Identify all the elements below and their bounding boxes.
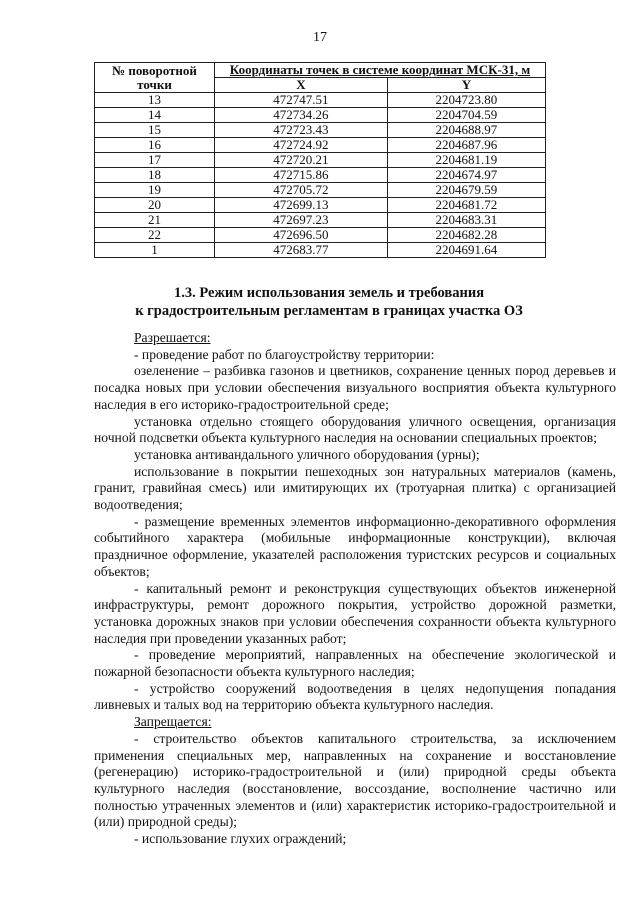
y-cell: 2204681.19 <box>387 153 545 168</box>
point-cell: 21 <box>95 213 215 228</box>
x-cell: 472699.13 <box>215 198 388 213</box>
y-cell: 2204687.96 <box>387 138 545 153</box>
point-cell: 17 <box>95 153 215 168</box>
x-cell: 472715.86 <box>215 168 388 183</box>
point-cell: 16 <box>95 138 215 153</box>
point-number-header: № поворотной точки <box>95 63 215 93</box>
x-cell: 472696.50 <box>215 228 388 243</box>
table-row <box>95 243 546 258</box>
y-cell: 2204723.80 <box>387 93 545 108</box>
y-cell: 2204704.59 <box>387 108 545 123</box>
allowed-list <box>94 347 616 714</box>
table-row <box>95 138 546 153</box>
paragraph: использование в покрытии пешеходных зон натуральных материалов (камень, гранит, гравийная смесь) или имитирующих их (тротуарная плитка) с организацией водоотведения; <box>94 463 616 513</box>
x-cell: 472747.51 <box>215 93 388 108</box>
paragraph: - капитальный ремонт и реконструкция существующих объектов инженерной инфраструктуры, ремонт дорожного покрытия, устройство дорожной разметки, установка дорожных знаков при условии обеспечения сохранности объекта культурного наследия при проведении указанных работ; <box>94 580 616 646</box>
table-row <box>95 213 546 228</box>
table-row <box>95 93 546 108</box>
point-cell: 15 <box>95 123 215 138</box>
table-row <box>95 228 546 243</box>
paragraph: - проведение работ по благоустройству территории: <box>134 346 435 362</box>
y-cell: 2204683.31 <box>387 213 545 228</box>
point-cell: 22 <box>95 228 215 243</box>
y-cell: 2204674.97 <box>387 168 545 183</box>
section-title-line1: 1.3. Режим использования земель и требования <box>173 285 485 301</box>
section-title-line2: к градостроительным регламентам в границах участка ОЗ <box>135 303 523 319</box>
paragraph: - размещение временных элементов информационно-декоративного оформления событийного характера (мобильные информационные конструкции), включая праздничное оформление, указателей расположения туристских ресурсов и социальных объектов; <box>94 513 616 579</box>
prohibited-heading: Запрещается: <box>134 714 212 730</box>
x-cell: 472724.92 <box>215 138 388 153</box>
regulations-text <box>94 330 616 848</box>
y-cell: 2204688.97 <box>387 123 545 138</box>
point-cell: 14 <box>95 108 215 123</box>
y-cell: 2204679.59 <box>387 183 545 198</box>
y-cell: 2204691.64 <box>387 243 545 258</box>
x-cell: 472734.26 <box>215 108 388 123</box>
point-cell: 1 <box>95 243 215 258</box>
allowed-heading: Разрешается: <box>134 330 211 345</box>
table-row <box>95 153 546 168</box>
y-header: Y <box>387 78 545 93</box>
x-cell: 472720.21 <box>215 153 388 168</box>
table-row <box>95 183 546 198</box>
x-cell: 472697.23 <box>215 213 388 228</box>
point-cell: 19 <box>95 183 215 198</box>
page-number: 17 <box>313 30 327 45</box>
table-row <box>95 123 546 138</box>
point-cell: 18 <box>95 168 215 183</box>
y-cell: 2204682.28 <box>387 228 545 243</box>
prohibited-list <box>94 731 616 848</box>
paragraph: - строительство объектов капитального строительства, за исключением применения специальных мер, направленных на сохранение и восстановление (регенерацию) историко-градостроительной и (или) природной среды объекта культурного наследия (восстановление, воссоздание, восполнение частично или полностью утраченных элементов и (или) характеристик историко-градостроительной и (или) природной среды); <box>94 730 616 830</box>
table-row <box>95 108 546 123</box>
paragraph: установка отдельно стоящего оборудования уличного освещения, организация ночной подсветки объекта культурного наследия на основании специальных проектов; <box>94 413 616 446</box>
paragraph: - проведение мероприятий, направленных на обеспечение экологической и пожарной безопасности объекта культурного наследия; <box>94 647 616 680</box>
coordinates-group-header: Координаты точек в системе координат МСК-31, м <box>215 63 546 78</box>
paragraph: - использование глухих ограждений; <box>134 831 347 847</box>
table-row <box>95 168 546 183</box>
paragraph: установка антивандального уличного оборудования (урны); <box>134 446 480 462</box>
coordinates-table <box>94 62 546 258</box>
x-cell: 472723.43 <box>215 123 388 138</box>
coordinates-table-body <box>95 93 546 258</box>
paragraph: озеленение – разбивка газонов и цветников, сохранение ценных пород деревьев и посадка новых при условии обеспечения визуального восприятия объекта культурного наследия в его историко-градостроительной среде; <box>94 363 616 412</box>
section-title <box>94 284 564 320</box>
x-cell: 472705.72 <box>215 183 388 198</box>
x-cell: 472683.77 <box>215 243 388 258</box>
x-header: X <box>215 78 388 93</box>
point-cell: 20 <box>95 198 215 213</box>
paragraph: - устройство сооружений водоотведения в целях недопущения попадания ливневых и талых вод на территорию объекта культурного наследия. <box>94 680 616 713</box>
table-row <box>95 198 546 213</box>
y-cell: 2204681.72 <box>387 198 545 213</box>
point-cell: 13 <box>95 93 215 108</box>
